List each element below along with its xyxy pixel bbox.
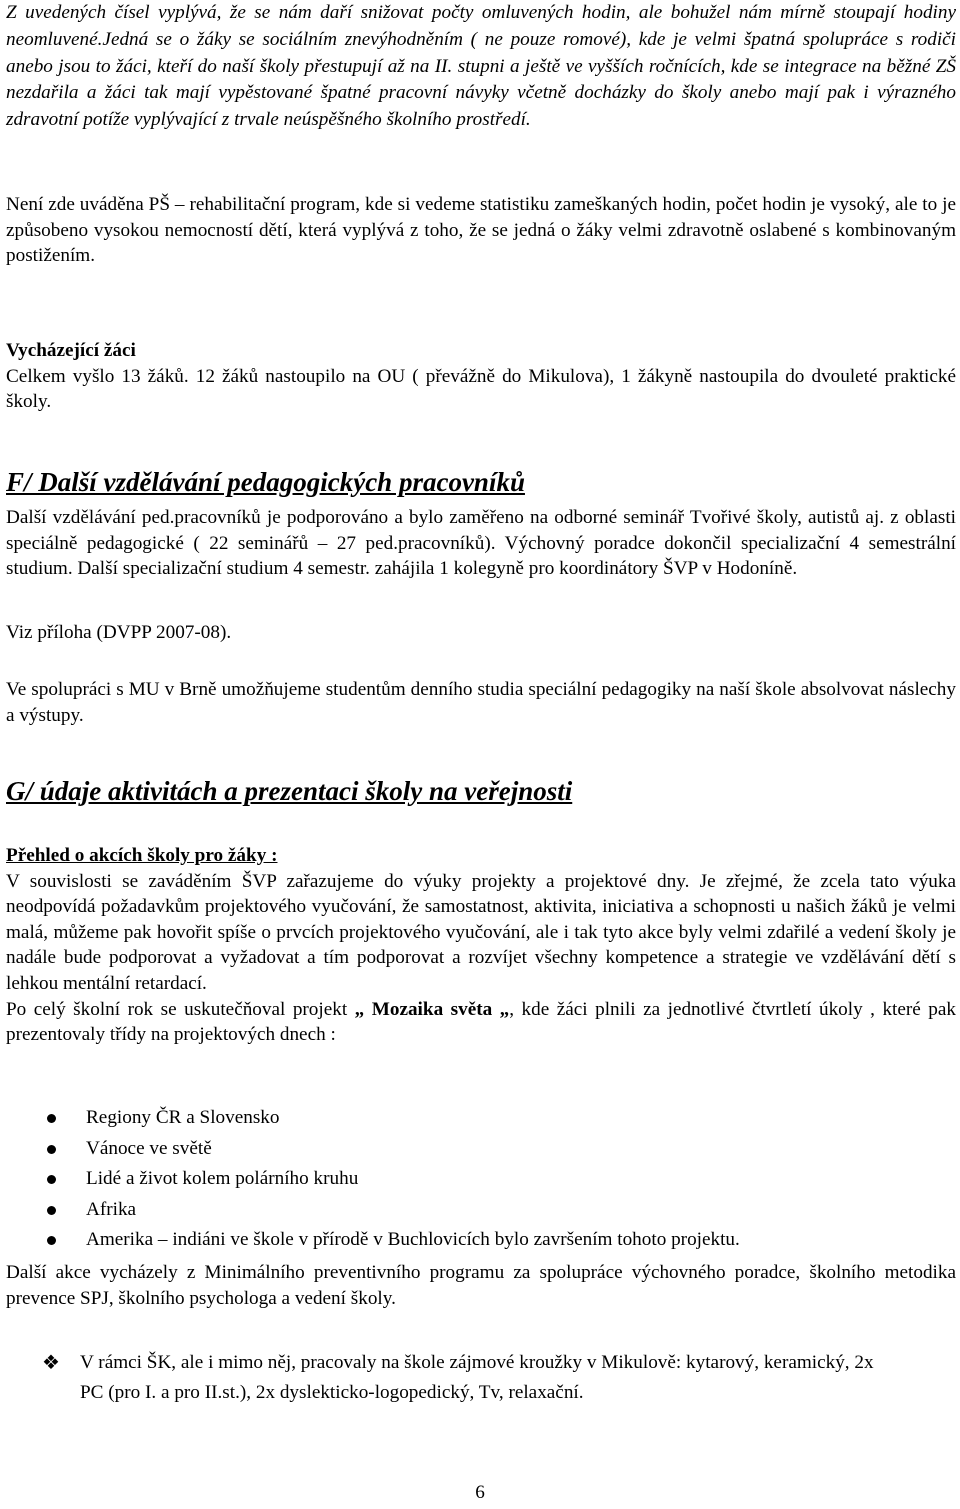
list-item: Lidé a život kolem polárního kruhu	[0, 1164, 740, 1195]
ps-note-paragraph: Není zde uváděna PŠ – rehabilitační program, kde si vedeme statistiku zameškaných hodin, počet hodin je vysoký, ale to je způsobeno vysokou nemocností dětí, která vyplývá z toho, že se jedná o žáky velmi zdravotně oslabené s kombinovaným postižením.	[6, 194, 956, 267]
overview-block	[6, 843, 956, 1048]
project-intro-before: Po celý školní rok se uskutečňoval projekt	[6, 998, 348, 1020]
section-g-heading: G/ údaje aktivitách a prezentaci školy na veřejnosti	[6, 776, 573, 806]
overview-heading: Přehled o akcích školy pro žáky :	[6, 845, 278, 866]
list-item: Vánoce ve světě	[0, 1134, 740, 1165]
list-item: Regiony ČR a Slovensko	[0, 1103, 740, 1134]
intro-paragraph: Z uvedených čísel vyplývá, že se nám daří snižovat počty omluvených hodin, ale bohužel nám mírně stoupají hodiny neomluvené.Jedná se o žáky se sociálním znevýhodněním ( ne pouze romové), kde je velmi špatná spolupráce s rodiči anebo jsou to žáci, kteří do naší školy přestupují až na II. stupni a ještě ve vyšších ročnících, kde se integrace na běžné ZŠ nezdařila a žáci tak mají vypěstované špatné pracovní návyky včetně docházky do školy anebo mají pak i výrazného zdravotní potíže vyplývající z trvale neúspěšného školního prostředí.	[6, 2, 956, 131]
section-f-text: Další vzdělávání ped.pracovníků je podporováno a bylo zaměřeno na odborné seminář Tvořivé školy, autistů aj. z oblasti speciálně pedagogické ( 22 seminářů – 27 ped.pracovníků). Výchovný poradce dokončil specializační 4 semestrální studium. Další specializační studium 4 semestr. zahájila 1 kolegyně pro koordinátory ŠVP v Hodoníně.	[6, 507, 956, 580]
project-name: „ Mozaika světa „	[354, 998, 510, 1020]
leaving-heading: Vycházející žáci	[6, 340, 136, 361]
clubs-paragraph: V rámci ŠK, ale i mimo něj, pracovaly na škole zájmové kroužky v Mikulově: kytarový, keramický, 2x PC (pro I. a pro II.st.), 2x dyslekticko-logopedický, Tv, relaxační.	[80, 1352, 874, 1403]
project-list	[0, 1103, 740, 1256]
overview-text: V souvislosti se zaváděním ŠVP zařazujeme do výuky projekty a projektové dny. Je zřejmé, že zcela tato výuka neodpovídá požadavkům projektového vyučování, že samostatnost, aktivita, iniciativa a schopnosti u našich žáků je velmi malá, můžeme pak hovořit spíše o prvcích projektového vyučování, ale i tak tyto akce byly velmi zdařilé a vedení školy je nadále bude podporovat a vyžadovat a tím podporovat a rozvíjet všechny kompetence a strategie ve vzdělávání dětí s lehkou mentální retardací.	[6, 870, 956, 994]
bullet-icon	[47, 1175, 56, 1184]
bullet-icon	[47, 1145, 56, 1154]
mu-cooperation-paragraph: Ve spolupráci s MU v Brně umožňujeme studentům denního studia speciální pedagogiky na naší škole absolvovat náslechy a výstupy.	[6, 679, 956, 726]
bullet-icon	[47, 1236, 56, 1245]
bullet-icon	[47, 1206, 56, 1215]
attachment-note: Viz příloha (DVPP 2007-08).	[6, 622, 232, 643]
leaving-text: Celkem vyšlo 13 žáků. 12 žáků nastoupilo na OU ( převážně do Mikulova), 1 žákyně nastoupila do dvouleté praktické školy.	[6, 365, 956, 413]
diamond-bullet-icon: ❖	[42, 1352, 60, 1374]
list-item: Afrika	[0, 1195, 740, 1226]
leaving-students-block	[6, 338, 956, 415]
other-actions-paragraph: Další akce vycházely z Minimálního preventivního programu za spolupráce výchovného poradce, školního metodika prevence SPJ, školního psychologa a vedení školy.	[6, 1262, 956, 1309]
list-item: Amerika – indiáni ve škole v přírodě v Buchlovicích bylo završením tohoto projektu.	[0, 1225, 740, 1256]
page-number: 6	[475, 1482, 485, 1503]
bullet-icon	[47, 1114, 56, 1123]
project-intro-after: , kde žáci plnili za jednotlivé čtvrtletí úkoly , které pak prezentovaly třídy na projektových dnech :	[6, 998, 956, 1046]
section-f-heading: F/ Další vzdělávání pedagogických pracovníků	[6, 467, 525, 497]
